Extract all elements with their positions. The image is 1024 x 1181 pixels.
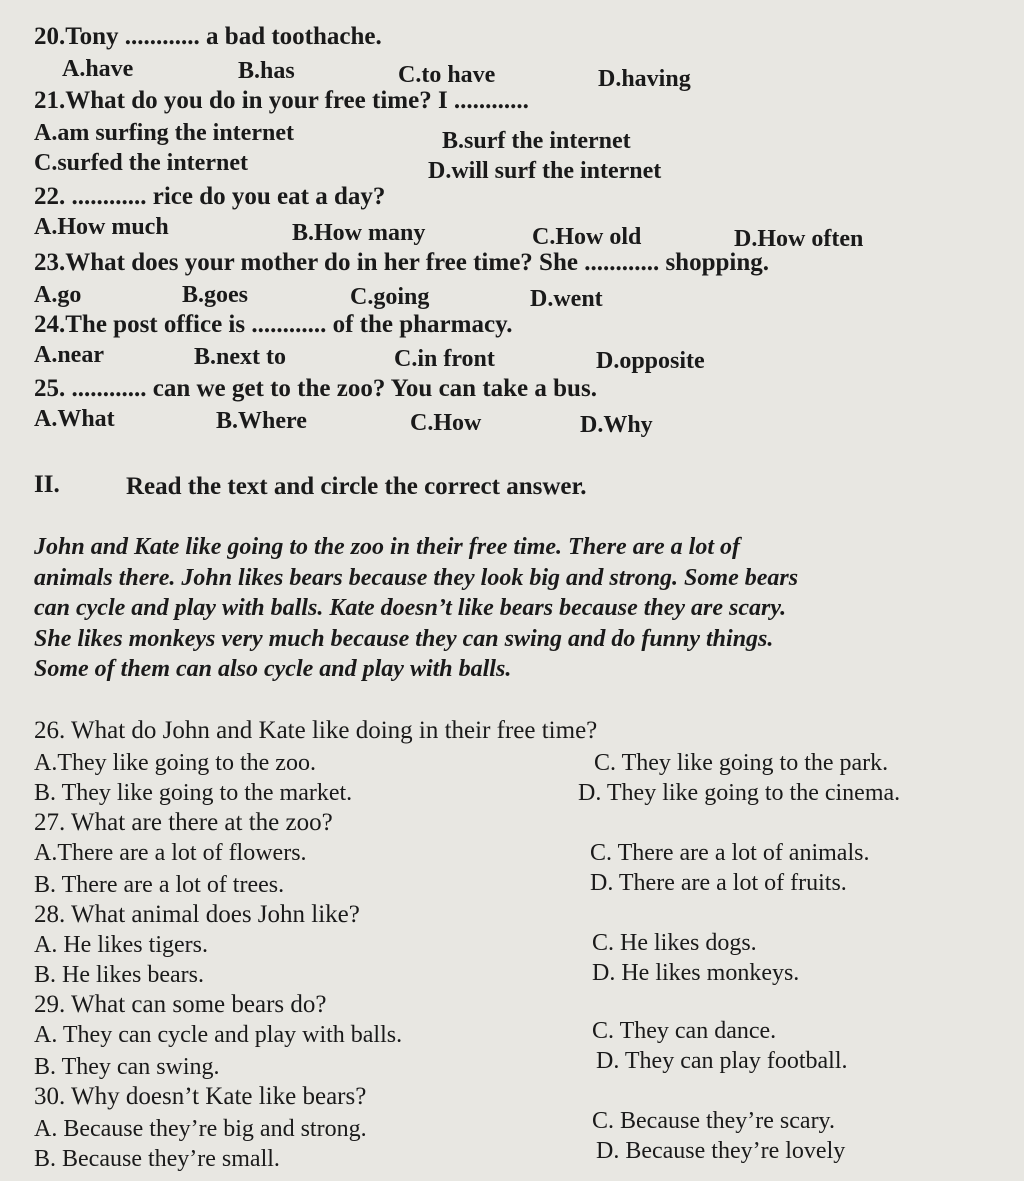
q27-option-c[interactable]: C. There are a lot of animals. [590,840,870,866]
reading-passage [34,532,1004,685]
q26-option-d[interactable]: D. They like going to the cinema. [578,780,901,806]
q24-option-d[interactable]: D.opposite [596,348,705,374]
question-23: 23.What does your mother do in her free time? She ............ shopping. [34,249,769,276]
q26-option-a[interactable]: A.They like going to the zoo. [34,750,316,776]
question-30: 30. Why doesn’t Kate like bears? [34,1083,367,1110]
question-29: 29. What can some bears do? [34,991,327,1018]
q23-option-c[interactable]: C.going [350,284,430,310]
q24-option-b[interactable]: B.next to [194,344,286,370]
q30-option-c[interactable]: C. Because they’re scary. [592,1108,835,1134]
q29-option-b[interactable]: B. They can swing. [34,1054,220,1080]
q29-option-d[interactable]: D. They can play football. [596,1048,848,1074]
q23-option-b[interactable]: B.goes [182,282,248,308]
q21-option-a[interactable]: A.am surfing the internet [34,120,294,146]
q20-option-a[interactable]: A.have [62,56,134,82]
q26-option-c[interactable]: C. They like going to the park. [594,750,889,776]
q30-option-d[interactable]: D. Because they’re lovely [596,1138,846,1164]
passage-line: John and Kate like going to the zoo in their free time. There are a lot of [34,534,741,560]
q20-option-c[interactable]: C.to have [398,62,496,88]
q29-option-c[interactable]: C. They can dance. [592,1018,777,1044]
q26-option-b[interactable]: B. They like going to the market. [34,780,353,806]
question-28: 28. What animal does John like? [34,901,360,928]
q20-option-b[interactable]: B.has [238,58,295,84]
q28-option-a[interactable]: A. He likes tigers. [34,932,208,958]
q28-option-c[interactable]: C. He likes dogs. [592,930,757,956]
q25-option-c[interactable]: C.How [410,410,482,436]
q29-option-a[interactable]: A. They can cycle and play with balls. [34,1022,403,1048]
question-20: 20.Tony ............ a bad toothache. [34,23,382,50]
question-25: 25. ............ can we get to the zoo? You can take a bus. [34,375,597,402]
q20-option-d[interactable]: D.having [598,66,691,92]
question-21: 21.What do you do in your free time? I ............ [34,87,529,114]
passage-line: can cycle and play with balls. Kate doesn’t like bears because they are scary. [34,595,787,621]
q22-option-c[interactable]: C.How old [532,224,642,250]
q27-option-b[interactable]: B. There are a lot of trees. [34,872,285,898]
q23-option-d[interactable]: D.went [530,286,603,312]
passage-line: animals there. John likes bears because they look big and strong. Some bears [34,564,799,591]
q22-option-b[interactable]: B.How many [292,220,426,246]
q28-option-b[interactable]: B. He likes bears. [34,962,204,988]
passage-line: She likes monkeys very much because they can swing and do funny things. [34,625,774,652]
q23-option-a[interactable]: A.go [34,282,82,308]
q21-option-c[interactable]: C.surfed the internet [34,150,248,176]
q22-option-d[interactable]: D.How often [734,226,864,252]
question-22: 22. ............ rice do you eat a day? [34,183,386,210]
q25-option-b[interactable]: B.Where [216,408,307,434]
q27-option-a[interactable]: A.There are a lot of flowers. [34,840,307,866]
q27-option-d[interactable]: D. There are a lot of fruits. [590,870,847,896]
section-number: II. [34,471,60,498]
q21-option-d[interactable]: D.will surf the internet [428,158,662,184]
q24-option-a[interactable]: A.near [34,342,104,368]
q25-option-d[interactable]: D.Why [580,412,653,438]
q21-option-b[interactable]: B.surf the internet [442,128,631,154]
q22-option-a[interactable]: A.How much [34,214,169,240]
section-instruction: Read the text and circle the correct answer. [126,473,587,500]
q25-option-a[interactable]: A.What [34,406,115,432]
q24-option-c[interactable]: C.in front [394,346,495,372]
question-26: 26. What do John and Kate like doing in their free time? [34,717,598,744]
q30-option-b[interactable]: B. Because they’re small. [34,1146,280,1172]
passage-line: Some of them can also cycle and play with balls. [34,656,512,682]
q28-option-d[interactable]: D. He likes monkeys. [592,960,800,986]
question-27: 27. What are there at the zoo? [34,809,333,836]
q30-option-a[interactable]: A. Because they’re big and strong. [34,1116,367,1142]
question-24: 24.The post office is ............ of the pharmacy. [34,311,513,338]
